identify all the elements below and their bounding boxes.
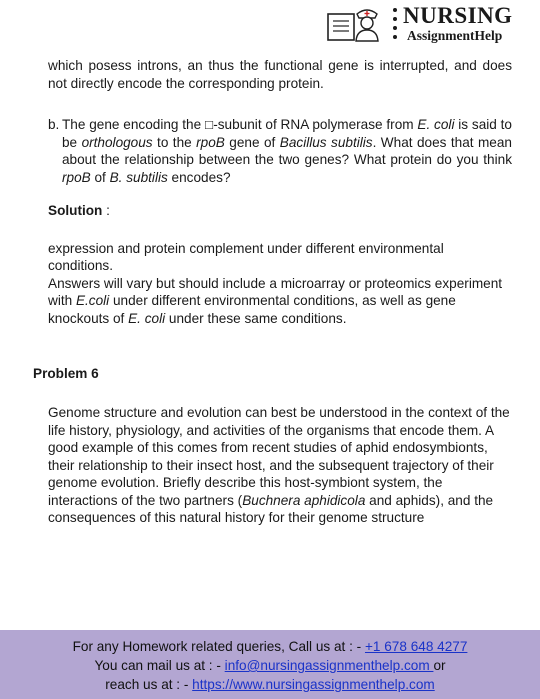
email-link[interactable]: info@nursingassignmenthelp.com (224, 658, 434, 673)
problem-6-title: Problem 6 (33, 366, 99, 381)
footer-phone-line: For any Homework related queries, Call us at : - +1 678 648 4277 (72, 639, 468, 654)
contact-footer (0, 630, 540, 699)
footer-email-line: You can mail us at : - info@nursingassignmenthelp.com or (94, 658, 446, 673)
question-b (48, 116, 512, 186)
brand-subtitle: AssignmentHelp (407, 28, 503, 43)
problem-6-body: Genome structure and evolution can best be understood in the context of the life history, physiology, and activities of the organisms that encode them. A good example of this comes from recent studies of aphid endosymbionts, their relationship to their insect host, and the subsequent trajectory of their genome evolution. Briefly describe this host-symbiont system, the interactions of the two partners (Buchnera aphidicola and aphids), and the consequences of this natural history for their genome structure (48, 405, 510, 525)
question-b-text: The gene encoding the □-subunit of RNA polymerase from E. coli is said to be orthologous to the rpoB gene of Bacillus subtilis. What does that mean about the relationship between the two genes? What protein do you think rpoB of B. subtilis encodes? (62, 117, 512, 185)
solution-answer (48, 240, 512, 328)
answer-line-1: expression and protein complement under different environmental conditions. (48, 240, 444, 273)
nurse-logo-icon (327, 6, 387, 42)
main-content (48, 57, 512, 327)
website-link[interactable]: https://www.nursingassignmenthelp.com (192, 677, 435, 692)
brand-logo (327, 2, 537, 46)
question-b-label: b. (48, 117, 60, 132)
intro-paragraph: which posess introns, an thus the functional gene is interrupted, and does not directly encode the corresponding protein. (48, 58, 512, 91)
logo-dots (393, 8, 399, 42)
phone-link[interactable]: +1 678 648 4277 (364, 639, 468, 654)
answer-paragraph: Answers will vary but should include a microarray or proteomics experiment with E.coli under different environmental conditions, as well as gene knockouts of E. coli under these same conditions. (48, 275, 503, 326)
footer-url-line: reach us at : - https://www.nursingassignmenthelp.com (105, 677, 435, 692)
brand-title: NURSING (403, 3, 513, 28)
solution-heading: Solution : (48, 203, 110, 218)
